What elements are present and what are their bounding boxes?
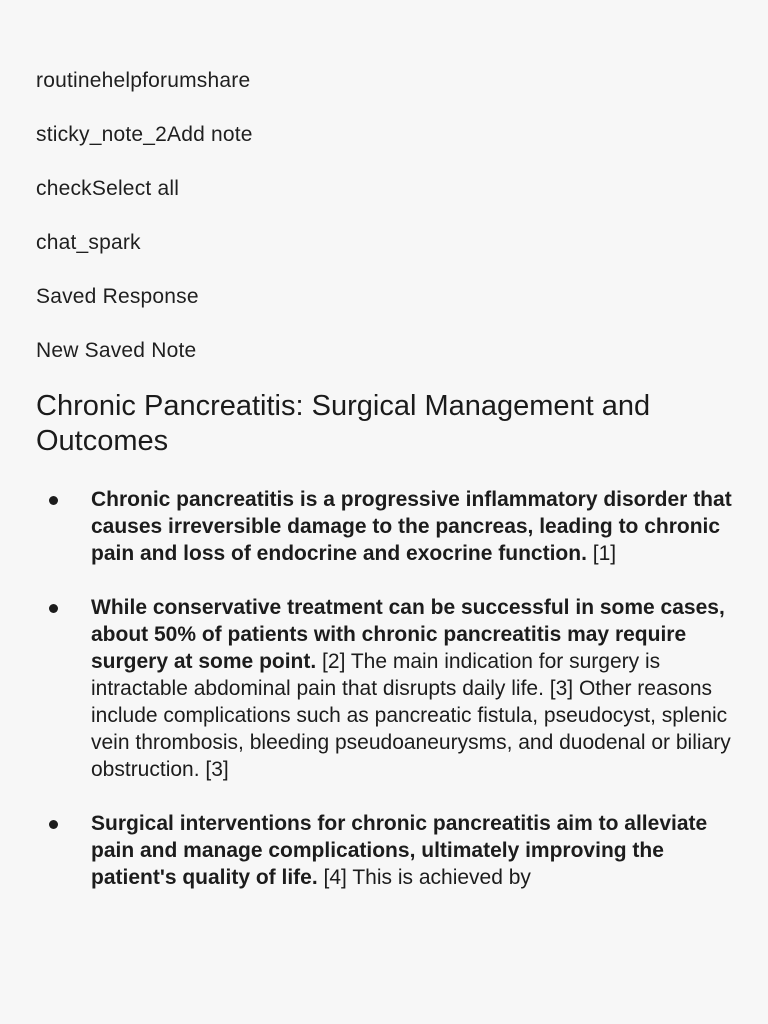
- select-all-button[interactable]: checkSelect all: [36, 177, 180, 200]
- saved-response-label: Saved Response: [36, 285, 199, 308]
- bullet-list: [0, 486, 768, 918]
- toolbar-routine-help-forum-share[interactable]: routinehelpforumshare: [36, 69, 251, 92]
- new-saved-note-label: New Saved Note: [36, 339, 197, 362]
- chat-spark-button[interactable]: chat_spark: [36, 231, 141, 254]
- bullet-bold-text: Chronic pancreatitis is a progressive inflammatory disorder that causes irreversible damage to the pancreas, leading to chronic pain and loss of endocrine and exocrine function.: [91, 488, 732, 565]
- bullet-dot-icon: [49, 496, 58, 505]
- list-item: [0, 594, 768, 783]
- page-title: Chronic Pancreatitis: Surgical Management and Outcomes: [36, 390, 651, 457]
- bullet-normal-text: [1]: [586, 542, 617, 565]
- list-item: [0, 810, 768, 891]
- bullet-bold-text: Surgical interventions for chronic pancreatitis aim to alleviate pain and manage complications, ultimately improving the patient's quality of life.: [91, 812, 708, 889]
- add-note-button[interactable]: sticky_note_2Add note: [36, 123, 253, 146]
- bullet-normal-text: [2] The main indication for surgery is intractable abdominal pain that disrupts daily life. [3] Other reasons include complications such as pancreatic fistula, pseudocyst, splenic vein thrombosis, bleeding pseudoaneurysms, and duodenal or biliary obstruction. [3]: [91, 650, 731, 781]
- bullet-normal-text: [4] This is achieved by: [317, 866, 531, 889]
- bullet-dot-icon: [49, 604, 58, 613]
- bullet-bold-text: While conservative treatment can be successful in some cases, about 50% of patients with chronic pancreatitis may require surgery at some point.: [91, 596, 725, 673]
- bullet-dot-icon: [49, 820, 58, 829]
- list-item: [0, 486, 768, 567]
